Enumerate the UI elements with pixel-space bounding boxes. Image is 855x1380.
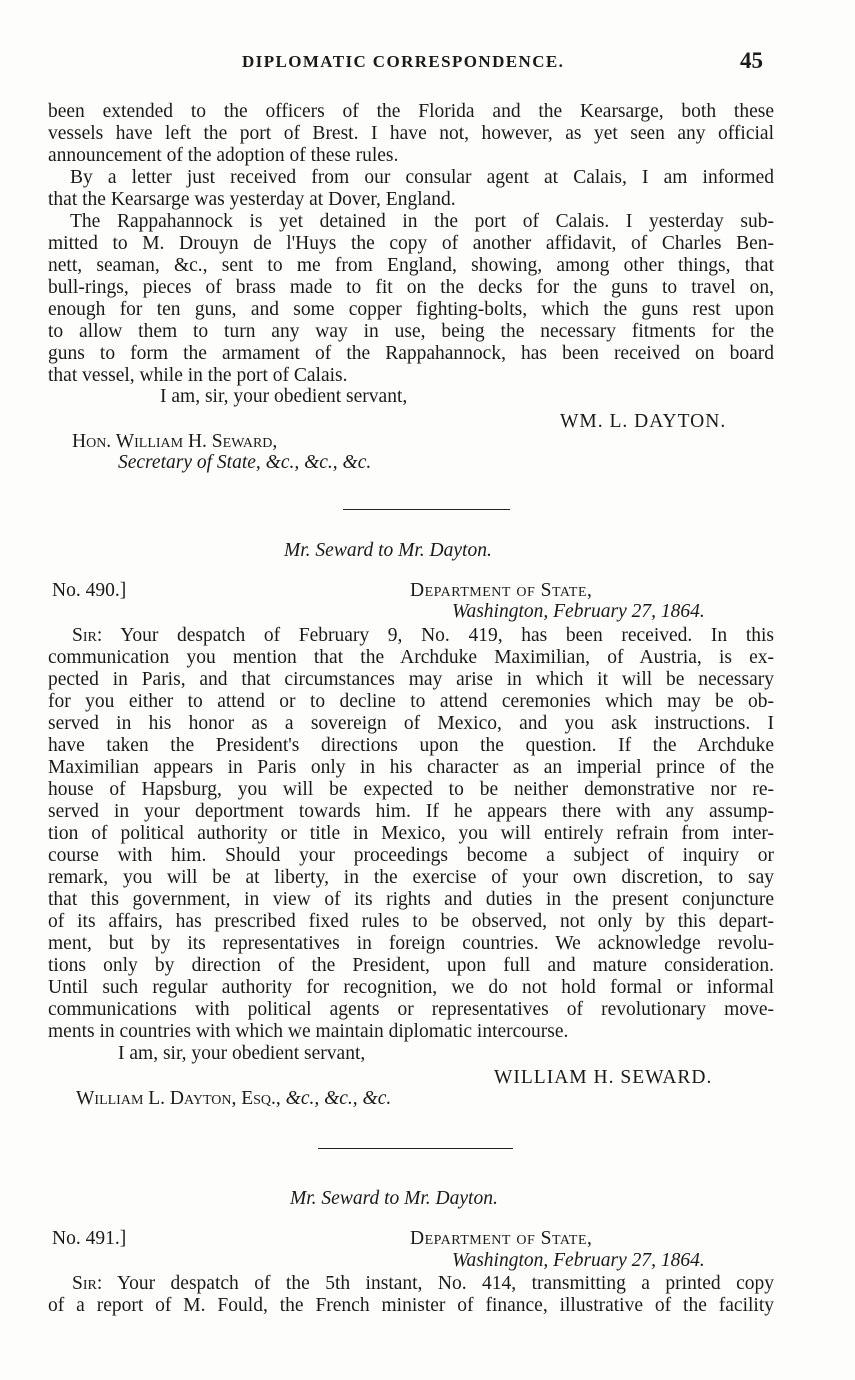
signature: WM. L. DAYTON. [560, 411, 727, 432]
body-line: enough for ten guns, and some copper fighting-bolts, which the guns rest upon [48, 299, 774, 320]
salutation: Sir: [72, 1273, 103, 1294]
despatch-number: No. 490.] [52, 580, 127, 601]
body-line: to allow them to turn any way in use, being the necessary fitments for the [48, 321, 774, 342]
closing-line: I am, sir, your obedient servant, [118, 1043, 366, 1064]
section-divider [343, 509, 510, 510]
body-line: mitted to M. Drouyn de l'Huys the copy of another affidavit, of Charles Ben- [48, 233, 774, 254]
body-line: Maximilian appears in Paris only in his character as an imperial prince of the [48, 757, 774, 778]
department-line: Department of State, [410, 580, 593, 601]
body-line: that vessel, while in the port of Calais. [48, 365, 348, 386]
body-line: remark, you will be at liberty, in the exercise of your own discretion, to say [48, 867, 774, 888]
page-number: 45 [740, 48, 763, 73]
running-header-title: DIPLOMATIC CORRESPONDENCE. [242, 52, 565, 71]
body-line: that the Kearsarge was yesterday at Dover, England. [48, 189, 456, 210]
body-line: tion of political authority or title in Mexico, you will entirely refrain from inter- [48, 823, 774, 844]
body-line: communication you mention that the Archduke Maximilian, of Austria, is ex- [48, 647, 774, 668]
body-line: tions only by direction of the President, upon full and mature consideration. [48, 955, 774, 976]
department-line: Department of State, [410, 1228, 593, 1249]
body-line-first [72, 1273, 774, 1295]
addressee-name: Hon. William H. Seward, [72, 431, 278, 452]
body-line: communications with political agents or representatives of revolutionary move- [48, 999, 774, 1020]
body-line: have taken the President's directions upon the question. If the Archduke [48, 735, 774, 756]
section-divider [318, 1148, 513, 1149]
body-line: announcement of the adoption of these rules. [48, 145, 399, 166]
body-line-first [72, 625, 774, 647]
addressee-line [76, 1088, 391, 1110]
body-line: ment, but by its representatives in foreign countries. We acknowledge revolu- [48, 933, 774, 954]
body-line: pected in Paris, and that circumstances may arise in which it will be necessary [48, 669, 774, 690]
body-line: served in his honor as a sovereign of Mexico, and you ask instructions. I [48, 713, 774, 734]
body-line: ments in countries with which we maintain diplomatic intercourse. [48, 1021, 569, 1042]
body-first-text: Your despatch of February 9, No. 419, has been received. In this [102, 625, 774, 646]
body-line: course with him. Should your proceedings become a subject of inquiry or [48, 845, 774, 866]
signature: WILLIAM H. SEWARD. [494, 1067, 713, 1088]
salutation: Sir: [72, 625, 103, 646]
addressee-etc: &c., &c., &c. [285, 1088, 392, 1109]
body-line: that this government, in view of its rights and duties in the present conjuncture [48, 889, 774, 910]
body-line: of its affairs, has prescribed fixed rules to be observed, not only by this depart- [48, 911, 774, 932]
addressee-title: Secretary of State, &c., &c., &c. [118, 452, 372, 473]
body-line: of a report of M. Fould, the French minister of finance, illustrative of the facility [48, 1295, 774, 1316]
body-line: nett, seaman, &c., sent to me from England, showing, among other things, that [48, 255, 774, 276]
body-line: been extended to the officers of the Florida and the Kearsarge, both these [48, 101, 774, 122]
body-line: guns to form the armament of the Rappahannock, has been received on board [48, 343, 774, 364]
body-first-text: Your despatch of the 5th instant, No. 414, transmitting a printed copy [102, 1273, 774, 1294]
body-line: bull-rings, pieces of brass made to fit on the decks for the guns to travel on, [48, 277, 774, 298]
body-line: By a letter just received from our consular agent at Calais, I am informed [70, 167, 774, 188]
body-line: for you either to attend or to decline to attend ceremonies which may be ob- [48, 691, 774, 712]
body-line: served in your deportment towards him. If he appears there with any assump- [48, 801, 774, 822]
closing-line: I am, sir, your obedient servant, [160, 386, 408, 407]
addressee-name: William L. Dayton, Esq., [76, 1088, 281, 1109]
letter-heading: Mr. Seward to Mr. Dayton. [290, 1188, 498, 1209]
body-line: Until such regular authority for recognition, we do not hold formal or informal [48, 977, 774, 998]
body-line: house of Hapsburg, you will be expected to be neither demonstrative nor re- [48, 779, 774, 800]
place-date-line: Washington, February 27, 1864. [452, 601, 705, 622]
body-line: vessels have left the port of Brest. I have not, however, as yet seen any official [48, 123, 774, 144]
place-date-line: Washington, February 27, 1864. [452, 1250, 705, 1271]
despatch-number: No. 491.] [52, 1228, 127, 1249]
letter-heading: Mr. Seward to Mr. Dayton. [284, 540, 492, 561]
body-line: The Rappahannock is yet detained in the port of Calais. I yesterday sub- [70, 211, 774, 232]
